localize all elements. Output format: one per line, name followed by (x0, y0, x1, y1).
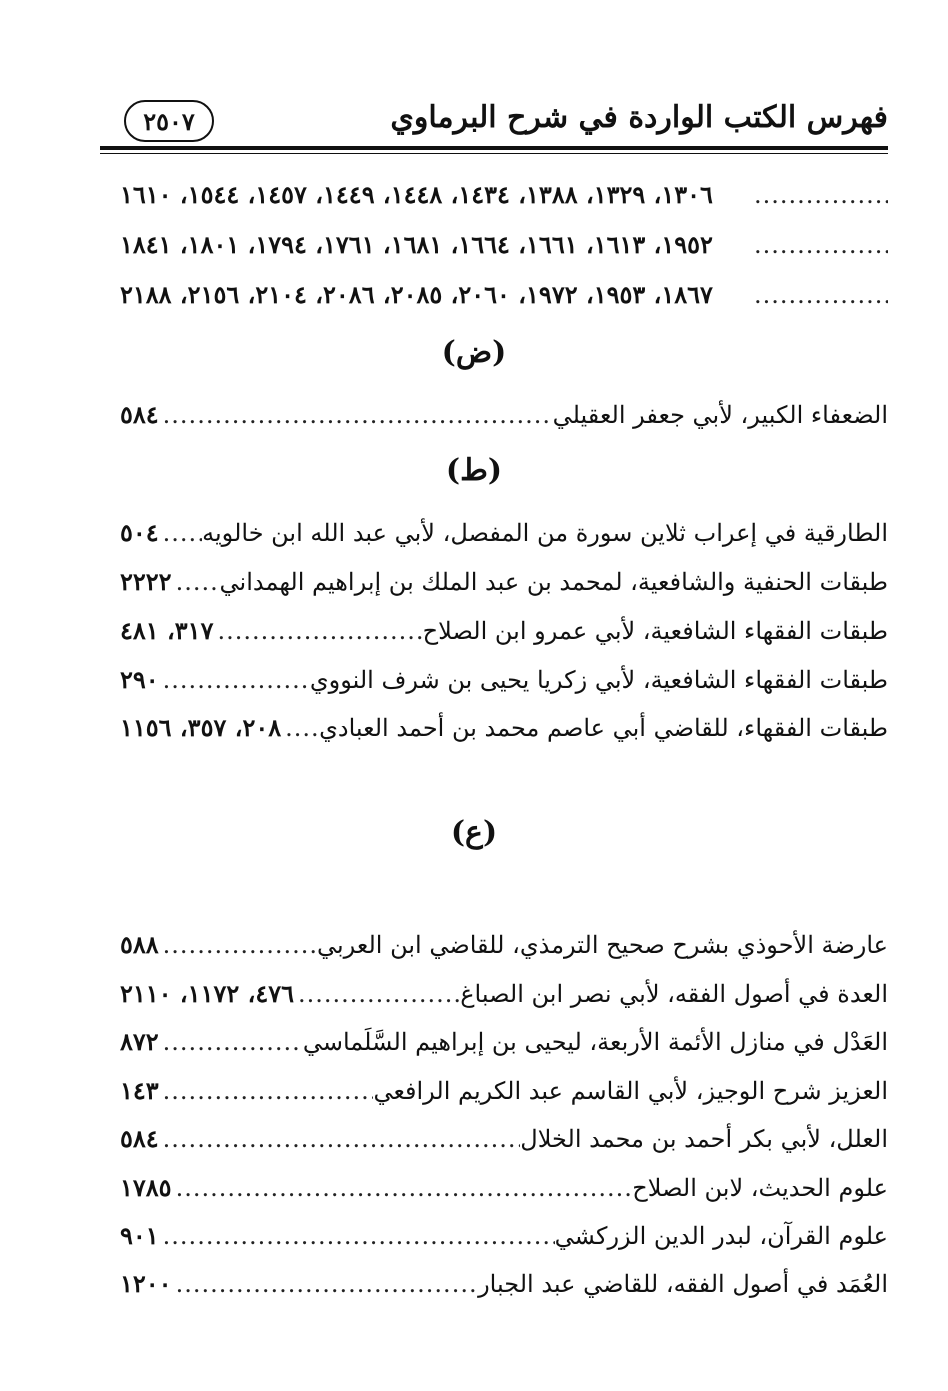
entry-pages: ٢٩٠ (120, 665, 159, 694)
page-header (100, 92, 888, 147)
continuation-pages: ١٩٥٢، ١٦١٣، ١٦٦١، ١٦٦٤، ١٦٨١، ١٧٦١، ١٧٩٤، ١٨٠١، ١٨٤١ (120, 230, 713, 259)
leader-dots (294, 977, 460, 1011)
entry-title: طبقات الحنفية والشافعية، لمحمد بن عبد الملك بن إبراهيم الهمداني (219, 568, 888, 596)
header-rule-thick (100, 146, 888, 150)
leader-dots (750, 278, 888, 312)
leader-dots (172, 1267, 479, 1301)
entry-pages: ٨٧٢ (120, 1027, 159, 1056)
section-letter-dad: (ض) (441, 335, 507, 370)
entry-pages: ٤٧٦، ١١٧٢، ٢١١٠ (120, 979, 295, 1008)
continuation-pages: ١٣٠٦، ١٣٢٩، ١٣٨٨، ١٤٣٤، ١٤٤٨، ١٤٤٩، ١٤٥٧، ١٥٤٤، ١٦١٠ (120, 180, 713, 209)
page-number-badge: ٢٥٠٧ (124, 100, 214, 142)
index-entry (120, 565, 888, 599)
entry-pages: ١٧٨٥ (120, 1173, 172, 1202)
index-entry (120, 663, 888, 697)
entry-title: العزيز شرح الوجيز، لأبي القاسم عبد الكريم الرافعي (373, 1077, 888, 1105)
index-entry (120, 398, 888, 432)
leader-dots (159, 1074, 374, 1108)
continuation-line (120, 228, 888, 262)
entry-title: علوم الحديث، لابن الصلاح (632, 1174, 888, 1202)
entry-title: العَدْل في منازل الأئمة الأربعة، ليحيى بن إبراهيم السَّلَماسي (302, 1028, 888, 1056)
index-entry (120, 977, 888, 1011)
entry-pages: ١٢٠٠ (120, 1269, 172, 1298)
index-entry (120, 1025, 888, 1059)
entry-pages: ٥٨٤ (120, 1124, 159, 1153)
entry-title: العلل، لأبي بكر أحمد بن محمد الخلال (520, 1125, 888, 1153)
entry-title: طبقات الفقهاء الشافعية، لأبي زكريا يحيى بن شرف النووي (309, 666, 888, 694)
leader-dots (159, 516, 202, 550)
entry-title: طبقات الفقهاء، للقاضي أبي عاصم محمد بن أحمد العبادي (319, 714, 888, 742)
index-entry (120, 1074, 888, 1108)
leader-dots (159, 663, 310, 697)
index-entry (120, 1267, 888, 1301)
index-entry (120, 1219, 888, 1253)
continuation-line (120, 278, 888, 312)
continuation-line (120, 178, 888, 212)
leader-dots (213, 614, 422, 648)
index-entry (120, 1171, 888, 1205)
entry-pages: ٩٠١ (120, 1221, 159, 1250)
leader-dots (172, 565, 220, 599)
index-entry (120, 1122, 888, 1156)
leader-dots (159, 1122, 521, 1156)
entry-pages: ٢٢٢٢ (120, 567, 172, 596)
entry-title: عارضة الأحوذي بشرح صحيح الترمذي، للقاضي ابن العربي (316, 931, 888, 959)
entry-pages: ٣١٧، ٤٨١ (120, 616, 214, 645)
index-entry (120, 614, 888, 648)
leader-dots (750, 228, 888, 262)
leader-dots (159, 398, 553, 432)
entry-pages: ٥٠٤ (120, 518, 159, 547)
entry-title: العُمَد في أصول الفقه، للقاضي عبد الجبار (478, 1270, 888, 1298)
entry-pages: ٢٠٨، ٣٥٧، ١١٥٦ (120, 713, 282, 742)
entry-title: الضعفاء الكبير، لأبي جعفر العقيلي (552, 401, 888, 429)
section-letter-ayn: (ع) (450, 815, 498, 850)
entry-title: العدة في أصول الفقه، لأبي نصر ابن الصباغ (460, 980, 888, 1008)
entry-pages: ٥٨٨ (120, 930, 159, 959)
entry-pages: ١٤٣ (120, 1076, 159, 1105)
index-entry (120, 711, 888, 745)
header-rule-thin (100, 153, 888, 154)
continuation-pages: ١٨٦٧، ١٩٥٣، ١٩٧٢، ٢٠٦٠، ٢٠٨٥، ٢٠٨٦، ٢١٠٤، ٢١٥٦، ٢١٨٨ (120, 280, 713, 309)
leader-dots (159, 1219, 555, 1253)
leader-dots (159, 928, 317, 962)
section-letter-ta: (ط) (445, 453, 503, 488)
index-entry (120, 516, 888, 550)
entry-title: علوم القرآن، لبدر الدين الزركشي (554, 1222, 888, 1250)
leader-dots (750, 178, 888, 212)
leader-dots (281, 711, 319, 745)
entry-pages: ٥٨٤ (120, 400, 159, 429)
index-entry (120, 928, 888, 962)
leader-dots (172, 1171, 633, 1205)
header-title: فهرس الكتب الواردة في شرح البرماوي (390, 100, 888, 135)
leader-dots (159, 1025, 303, 1059)
entry-title: طبقات الفقهاء الشافعية، لأبي عمرو ابن الصلاح (422, 617, 888, 645)
entry-title: الطارقية في إعراب ثلاين سورة من المفصل، لأبي عبد الله ابن خالويه (202, 519, 888, 547)
